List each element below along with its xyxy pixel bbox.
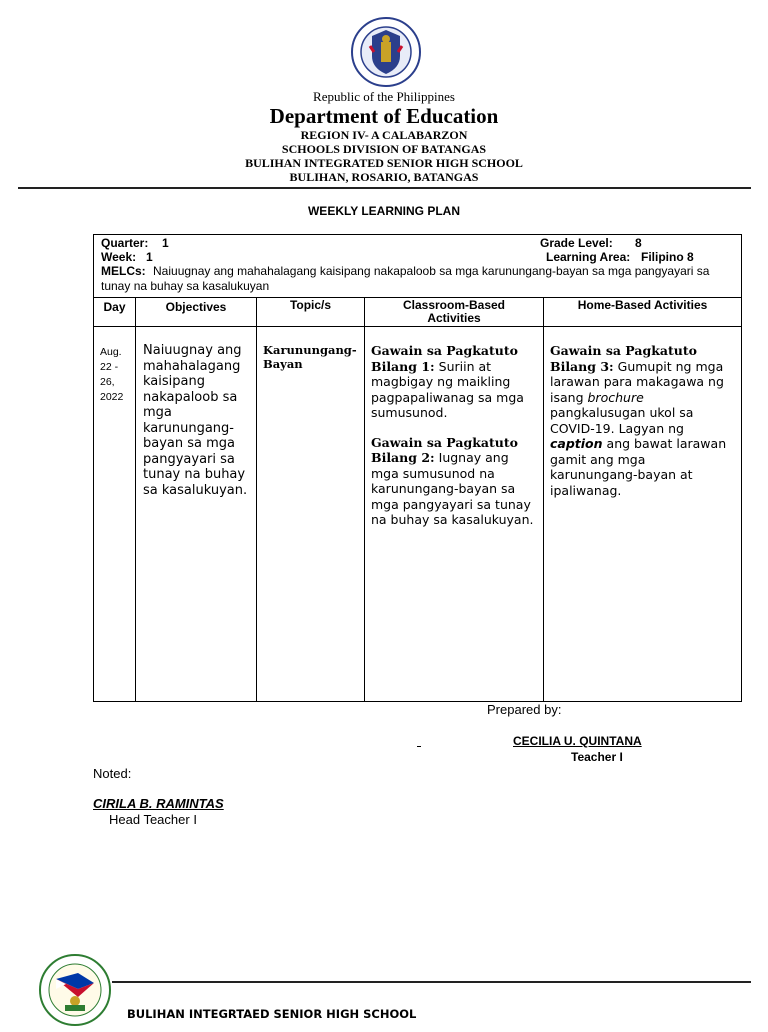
classroom-cell <box>365 327 543 528</box>
region-line: REGION IV- A CALABARZON <box>300 128 468 142</box>
col-home-header: Home-Based Activities <box>577 298 708 312</box>
footer-school: BULIHAN INTEGRTAED SENIOR HIGH SCHOOL <box>127 1007 417 1021</box>
school-seal-icon <box>38 953 112 1027</box>
header-divider <box>18 187 751 189</box>
deped-seal-icon <box>350 16 422 88</box>
grade-label: Grade Level: <box>540 236 613 250</box>
table-row <box>94 327 742 702</box>
footer-divider <box>112 981 751 983</box>
area-label: Learning Area: <box>546 250 631 264</box>
classroom-activity-2 <box>371 435 538 528</box>
doc-title: WEEKLY LEARNING PLAN <box>307 204 460 218</box>
home-activity-brochure: brochure <box>587 389 644 405</box>
home-activity-text-1: Gumupit ng mga larawan para makagawa ng isang <box>550 358 724 405</box>
week-label: Week: <box>101 250 137 264</box>
area-value: Filipino 8 <box>641 250 694 264</box>
quarter-label: Quarter: <box>101 236 149 250</box>
preparer-name: CECILIA U. QUINTANA <box>513 734 642 748</box>
prepared-by-label: Prepared by: <box>487 702 562 717</box>
topic-cell: Karunungang-Bayan <box>263 343 357 371</box>
division-line: SCHOOLS DIVISION OF BATANGAS <box>281 142 487 156</box>
school-line: BULIHAN INTEGRATED SENIOR HIGH SCHOOL <box>245 156 523 170</box>
home-activity-title: Gawain sa Pagkatuto Bilang 3: <box>550 343 697 374</box>
col-classroom-header: Classroom-Based Activities <box>402 298 506 325</box>
classroom-activity-2-title: Gawain sa Pagkatuto Bilang 2: <box>371 434 518 465</box>
col-topics-header: Topic/s <box>289 298 332 312</box>
col-day-header: Day <box>103 300 126 314</box>
classroom-activity-2-text: Iugnay ang mga sumusunod na karunungang-bayan sa mga pangyayari sa tunay na buhay sa kasalukuyan. <box>371 450 534 527</box>
melcs-label: MELCs: <box>101 264 146 278</box>
preparer-title: Teacher I <box>571 750 623 764</box>
melcs-text <box>101 264 731 294</box>
col-objectives-header: Objectives <box>165 300 227 314</box>
day-cell: Aug. 22 - 26, 2022 <box>100 346 124 403</box>
quarter-value: 1 <box>162 236 169 250</box>
classroom-activity-1-title: Gawain sa Pagkatuto Bilang 1: <box>371 343 518 374</box>
classroom-activity-1-text: Suriin at magbigay ng maikling pagpapaliwanag sa mga sumusunod. <box>371 358 524 420</box>
info-row <box>94 235 742 298</box>
noted-label: Noted: <box>93 766 132 781</box>
home-cell <box>544 327 741 498</box>
noter-name: CIRILA B. RAMINTAS <box>93 796 224 811</box>
header-row <box>94 298 742 327</box>
home-activity-text-2: pangkalusugan ukol sa COVID-19. Lagyan ng <box>550 405 694 436</box>
objectives-cell: Naiuugnay ang mahahalagang kaisipang nakapaloob sa mga karunungang-bayan sa mga pangyayari sa tunay na buhay sa kasalukuyan. <box>143 343 248 498</box>
department-title: Department of Education <box>269 104 499 128</box>
home-activity-text-3: ang bawat larawan gamit ang mga karunungang-bayan at ipaliwanag. <box>550 436 727 498</box>
week-value: 1 <box>146 250 153 264</box>
home-activity-caption: caption <box>550 436 603 451</box>
classroom-activity-1 <box>371 343 538 421</box>
weekly-plan-table <box>93 234 742 702</box>
signature-line <box>417 746 421 747</box>
melcs-description: Naiuugnay ang mahahalagang kaisipang nakapaloob sa mga karunungang-bayan sa mga pangyayari sa tunay na buhay sa kasalukuyan <box>101 264 710 293</box>
address-line: BULIHAN, ROSARIO, BATANGAS <box>289 170 479 184</box>
noter-title: Head Teacher I <box>109 812 197 827</box>
republic-line: Republic of the Philippines <box>313 89 455 104</box>
grade-value: 8 <box>635 236 642 250</box>
